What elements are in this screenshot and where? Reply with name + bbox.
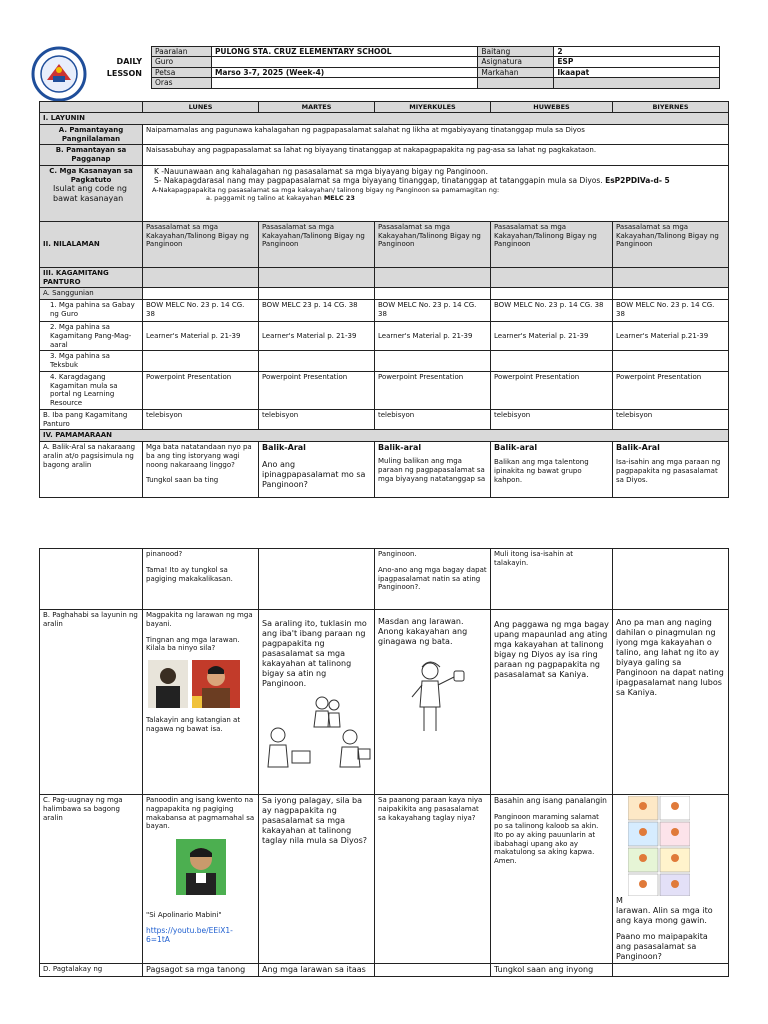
balik-aral-lunes-cont: pinanood? Tama! Ito ay tungkol sa pagiging makakalikasan. [143,549,259,610]
tv-biyernes: telebisyon [613,409,729,430]
petsa-value: Marso 3-7, 2025 (Week-4) [211,67,477,77]
girl-illustration-image [378,657,488,737]
nilalaman-lunes: Pasasalamat sa mga Kakayahan/Talinong Bigay ng Panginoon [143,221,259,267]
ppt-martes: Powerpoint Presentation [259,371,375,409]
kagamitan-heading: III. KAGAMITANG PANTURO [40,267,143,288]
lesson-plan-table-page1 [39,101,729,498]
daily-lesson-title: DAILY LESSON [106,57,142,78]
pamantayang-pangnilalaman-text: Naipamamalas ang pagunawa kahalagahan ng pagpapasalamat salahat ng likha at mgabiyayang tinatanggap mula sa Diyos [143,124,729,145]
balik-aral-biyernes: Balik-Aral Isa-isahin ang mga paraan ng pagpapakita ng pasasalamat sa Diyos. [613,442,729,498]
nilalaman-biyernes: Pasasalamat sa mga Kakayahan/Talinong Bigay ng Panginoon [613,221,729,267]
balik-aral-huwebes-cont: Muli itong isa-isahin at talakayin. [491,549,613,610]
karagdagang-kagamitan-label: 4. Karagdagang Kagamitan mula sa portal ng Learning Resource [40,371,143,409]
balik-aral-miyerkules: Balik-aral Muling balikan ang mga paraan ng pagpapasalamat sa mga biyayang natatanggap sa [375,442,491,498]
day-martes: MARTES [259,102,375,113]
pagtalakay-huwebes: Tungkol saan ang inyong [491,964,613,977]
guro-value [211,57,477,67]
gabay-guro-huwebes: BOW MELC No. 23 p. 14 CG. 38 [491,300,613,322]
kasanayan-label: C. Mga Kasanayan sa Pagkatuto Isulat ang code ng bawat kasanayan [40,165,143,221]
ppt-lunes: Powerpoint Presentation [143,371,259,409]
nilalaman-label: II. NILALAMAN [40,221,143,267]
balik-aral-label: A. Balik-Aral sa nakaraang aralin at/o pagsisimula ng bagong aralin [40,442,143,498]
tv-miyerkules: telebisyon [375,409,491,430]
lesson-plan-table-page2 [39,548,729,977]
gabay-guro-miyerkules: BOW MELC No. 23 p. 14 CG. 38 [375,300,491,322]
day-biyernes: BIYERNES [613,102,729,113]
ppt-miyerkules: Powerpoint Presentation [375,371,491,409]
pamamaraan-heading: IV. PAMAMARAAN [40,430,729,442]
header-info-table [151,46,720,89]
pamantayan-pagganap-label: B. Pamantayan sa Pagganap [40,145,143,166]
lm-miyerkules: Learner's Material p. 21-39 [375,322,491,351]
pagtalakay-martes: Ang mga larawan sa itaas [259,964,375,977]
paghahabi-martes: Sa araling ito, tuklasin mo ang iba't ibang paraan ng pagpapakita ng pasasalamat sa mga kakayahan at talinong bigay sa atin ng Panginoon. [259,610,375,795]
gabay-guro-martes: BOW MELC 23 p. 14 CG. 38 [259,300,375,322]
balik-aral-huwebes: Balik-aral Balikan ang mga talentong ipinakita ng bawat grupo kahpon. [491,442,613,498]
paghahabi-miyerkules: Masdan ang larawan. Anong kakayahan ang ginagawa ng bata. [375,610,491,795]
pag-uugnay-biyernes: M larawan. Alin sa mga ito ang kaya mong gawin. Paano mo maipapakita ang pasasalamat sa Panginoon? [613,795,729,964]
nilalaman-huwebes: Pasasalamat sa mga Kakayahan/Talinong Bigay ng Panginoon [491,221,613,267]
hero-portrait-2-image [192,660,240,708]
markahan-value: Ikaapat [554,67,720,77]
paghahabi-huwebes: Ang paggawa ng mga bagay upang mapaunlad ang ating mga kakayahan at talinong bigay ng Diyos ay isa ring paraan ng pagpapakita ng pasasalamat sa Kaniya. [491,610,613,795]
bayani-images [148,660,255,708]
baitang-value: 2 [554,47,720,57]
gabay-guro-lunes: BOW MELC No. 23 p. 14 CG. 38 [143,300,259,322]
talents-collage-image [628,796,690,896]
balik-aral-martes: Balik-Aral Ano ang ipinagpapasalamat mo sa Panginoon? [259,442,375,498]
oras-value [211,78,477,88]
nilalaman-miyerkules: Pasasalamat sa mga Kakayahan/Talinong Bigay ng Panginoon [375,221,491,267]
layunin-heading: I. LAYUNIN [40,113,729,125]
oras-label: Oras [152,78,212,88]
gabay-guro-label: 1. Mga pahina sa Gabay ng Guro [40,300,143,322]
pag-uugnay-miyerkules: Sa paanong paraan kaya niya naipakikita ang pasasalamat sa kakayahang taglay niya? [375,795,491,964]
hero-portrait-1-image [148,660,188,708]
tv-lunes: telebisyon [143,409,259,430]
pag-uugnay-label: C. Pag-uugnay ng mga halimbawa sa bagong aralin [40,795,143,964]
ppt-huwebes: Powerpoint Presentation [491,371,613,409]
pamantayan-pagganap-text: Naisasabuhay ang pagpapasalamat sa lahat ng biyayang tinatanggap at nakapagpapakita ng pag-asa sa lahat ng pagkakataon. [143,145,729,166]
paaralan-label: Paaralan [152,47,212,57]
deped-seal-logo [31,46,87,102]
nilalaman-martes: Pasasalamat sa mga Kakayahan/Talinong Bigay ng Panginoon [259,221,375,267]
children-illustration-image [262,693,372,773]
asignatura-label: Asignatura [478,57,554,67]
markahan-label: Markahan [478,67,554,77]
tv-martes: telebisyon [259,409,375,430]
paghahabi-label: B. Paghahabi sa layunin ng aralin [40,610,143,795]
day-huwebes: HUWEBES [491,102,613,113]
lm-martes: Learner's Material p. 21-39 [259,322,375,351]
ppt-biyernes: Powerpoint Presentation [613,371,729,409]
lm-huwebes: Learner's Material p. 21-39 [491,322,613,351]
gabay-guro-biyernes: BOW MELC No. 23 p. 14 CG. 38 [613,300,729,322]
guro-label: Guro [152,57,212,67]
day-lunes: LUNES [143,102,259,113]
sanggunian-label: A. Sanggunian [40,288,143,300]
pagtalakay-lunes: Pagsagot sa mga tanong [143,964,259,977]
apolinario-mabini-image [176,839,226,895]
pagtalakay-label: D. Pagtalakay ng [40,964,143,977]
lm-lunes: Learner's Material p. 21-39 [143,322,259,351]
paghahabi-lunes: Magpakita ng larawan ng mga bayani. Tingnan ang mga larawan. Kilala ba ninyo sila? Talakayin ang katangian at nagawa ng bawat isa. [143,610,259,795]
pag-uugnay-huwebes: Basahin ang isang panalangin Panginoon maraming salamat po sa talinong kaloob sa akin. Ito po ay aking pauunlarin at ibabahagi upang ako ay makatulong sa aking kapwa. Amen. [491,795,613,964]
pag-uugnay-martes: Sa iyong palagay, sila ba ay nagpapakita ng pasasalamat sa mga kakayahan at talinong taglay nila mula sa Diyos? [259,795,375,964]
kagamitang-mag-aaral-label: 2. Mga pahina sa Kagamitang Pang-Mag-aaral [40,322,143,351]
mabini-video-link[interactable]: https://youtu.be/EEiX1-6=1tA [146,925,233,945]
petsa-label: Petsa [152,67,212,77]
pamantayang-pangnilalaman-label: A. Pamantayang Pangnilalaman [40,124,143,145]
day-miyerkules: MIYERKULES [375,102,491,113]
balik-aral-lunes: Mga bata natatandaan nyo pa ba ang ting istoryang wagi noong nakaraang linggo? Tungkol saan ba ting [143,442,259,498]
balik-aral-miyerkules-cont: Panginoon. Ano-ano ang mga bagay dapat ipagpasalamat natin sa ating Panginoon?. [375,549,491,610]
pag-uugnay-lunes: Panoodin ang isang kwento na nagpapakita ng pagiging makabansa at pagmamahal sa bayan. "Si Apolinario Mabini" https://youtu.be/EEiX1-6=1tA [143,795,259,964]
iba-pang-kagamitan-label: B. Iba pang Kagamitang Panturo [40,409,143,430]
paaralan-value: PULONG STA. CRUZ ELEMENTARY SCHOOL [211,47,477,57]
asignatura-value: ESP [554,57,720,67]
kasanayan-text: K -Nauunawaan ang kahalagahan ng pasasalamat sa mga biyayang bigay ng Panginoon. S- Nakapagdarasal nang may pagpapasalamat sa mga biyayang tinanggap, tinatanggap at tatanggapin mula sa Diyos. EsP2PDIVa-d- 5 A-Nakapagpapakita ng pasasalamat sa mga kakayahan/ talinong bigay ng Panginoon sa pamamagitan ng: a. paggamit ng talino at kakayahan MELC 23 [143,165,729,221]
baitang-label: Baitang [478,47,554,57]
tv-huwebes: telebisyon [491,409,613,430]
lm-biyernes: Learner's Material p.21-39 [613,322,729,351]
paghahabi-biyernes: Ano pa man ang naging dahilan o pinagmulan ng iyong mga kakayahan o talino, ang lahat ng ito ay biyaya galing sa Panginoon na dapat nating ipagpasalamat nang lubos sa Kaniya. [613,610,729,795]
teksbuk-label: 3. Mga pahina sa Teksbuk [40,351,143,372]
